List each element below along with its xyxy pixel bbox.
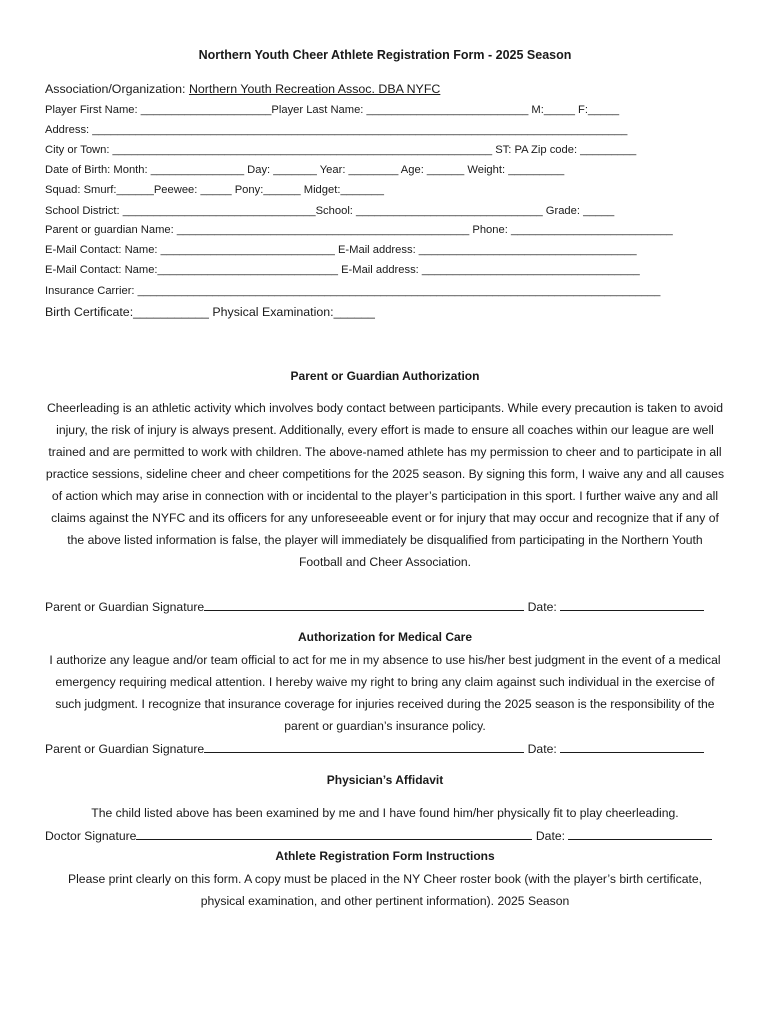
- authorization-date-blank[interactable]: [560, 598, 704, 611]
- association-label: Association/Organization:: [45, 82, 189, 96]
- squad-field[interactable]: Squad: Smurf:______Peewee: _____ Pony:______ Midget:_______: [45, 184, 384, 196]
- birth-physical-field[interactable]: Birth Certificate:___________ Physical Examination:______: [45, 305, 375, 319]
- medical-signature-blank[interactable]: [204, 740, 524, 753]
- physician-heading: Physician’s Affidavit: [326, 773, 444, 787]
- medical-heading: Authorization for Medical Care: [297, 630, 473, 644]
- authorization-signature-line: [45, 598, 727, 614]
- authorization-heading: Parent or Guardian Authorization: [290, 369, 480, 383]
- authorization-text: Cheerleading is an athletic activity which involves body contact between participants. While every precaution is taken to avoid injury, the risk of injury is always present. Additionally, every effort is made to ensure all coaches within our league are well trained and are permitted to work with children. The above-named athlete has my permission to cheer and to participate in all practice sessions, sideline cheer and cheer competitions for the 2025 season. By signing this form, I waive any and all causes of action which may arise in connection with or incidental to the player’s participation in this sport. I further waive any and all claims against the NYFC and its officers for any unforeseeable event or for injury that may occur and recognize that if any of the above listed information is false, the player will immediately be disqualified from participating in the Northern Youth Football and Cheer Association.: [45, 401, 725, 569]
- association-line: [45, 82, 440, 96]
- school-district-field[interactable]: School District: _______________________________School: ______________________________ Grade: _____: [45, 205, 615, 217]
- email-contact-field-1[interactable]: E-Mail Contact: Name: ____________________________ E-Mail address: ___________________________________: [45, 244, 637, 256]
- doctor-signature-blank[interactable]: [136, 827, 532, 840]
- insurance-carrier-field[interactable]: Insurance Carrier: ____________________________________________________________________________________: [45, 285, 661, 297]
- physician-text: The child listed above has been examined by me and I have found him/her physically fit to play cheerleading.: [91, 806, 679, 820]
- medical-date-label: Date:: [527, 742, 557, 756]
- instructions-text: Please print clearly on this form. A copy must be placed in the NY Cheer roster book (with the player’s birth certificate, physical examination, and other pertinent information). 2025 Season: [67, 872, 703, 908]
- association-value: Northern Youth Recreation Assoc. DBA NYFC: [188, 82, 441, 96]
- authorization-signature-blank[interactable]: [204, 598, 524, 611]
- medical-date-blank[interactable]: [560, 740, 704, 753]
- player-name-field[interactable]: Player First Name: _____________________Player Last Name: __________________________ M:_____ F:_____: [45, 104, 620, 116]
- city-state-zip-field[interactable]: City or Town: _____________________________________________________________ ST: PA Zip code: _________: [45, 144, 637, 156]
- medical-signature-label: Parent or Guardian Signature: [45, 742, 205, 756]
- doctor-signature-label: Doctor Signature: [45, 829, 137, 843]
- parent-guardian-field[interactable]: Parent or guardian Name: _______________________________________________ Phone: __________________________: [45, 224, 673, 236]
- doctor-date-blank[interactable]: [568, 827, 712, 840]
- date-of-birth-field[interactable]: Date of Birth: Month: _______________ Day: _______ Year: ________ Age: ______ Weight: _________: [45, 164, 565, 176]
- authorization-date-label: Date:: [527, 600, 557, 614]
- email-contact-field-2[interactable]: E-Mail Contact: Name:_____________________________ E-Mail address: ___________________________________: [45, 264, 640, 276]
- medical-signature-line: [45, 740, 727, 756]
- medical-text: I authorize any league and/or team official to act for me in my absence to use his/her best judgment in the event of a medical emergency requiring medical attention. I hereby waive my right to bring any claim against such individual in the exercise of such judgment. I recognize that insurance coverage for injuries received during the 2025 season is the responsibility of the parent or guardian’s insurance policy.: [49, 653, 721, 733]
- doctor-signature-line: [45, 827, 727, 843]
- form-title: Northern Youth Cheer Athlete Registration Form - 2025 Season: [198, 48, 572, 62]
- instructions-heading: Athlete Registration Form Instructions: [275, 849, 495, 863]
- authorization-signature-label: Parent or Guardian Signature: [45, 600, 205, 614]
- address-field[interactable]: Address: ______________________________________________________________________________________: [45, 124, 628, 136]
- doctor-date-label: Date:: [535, 829, 565, 843]
